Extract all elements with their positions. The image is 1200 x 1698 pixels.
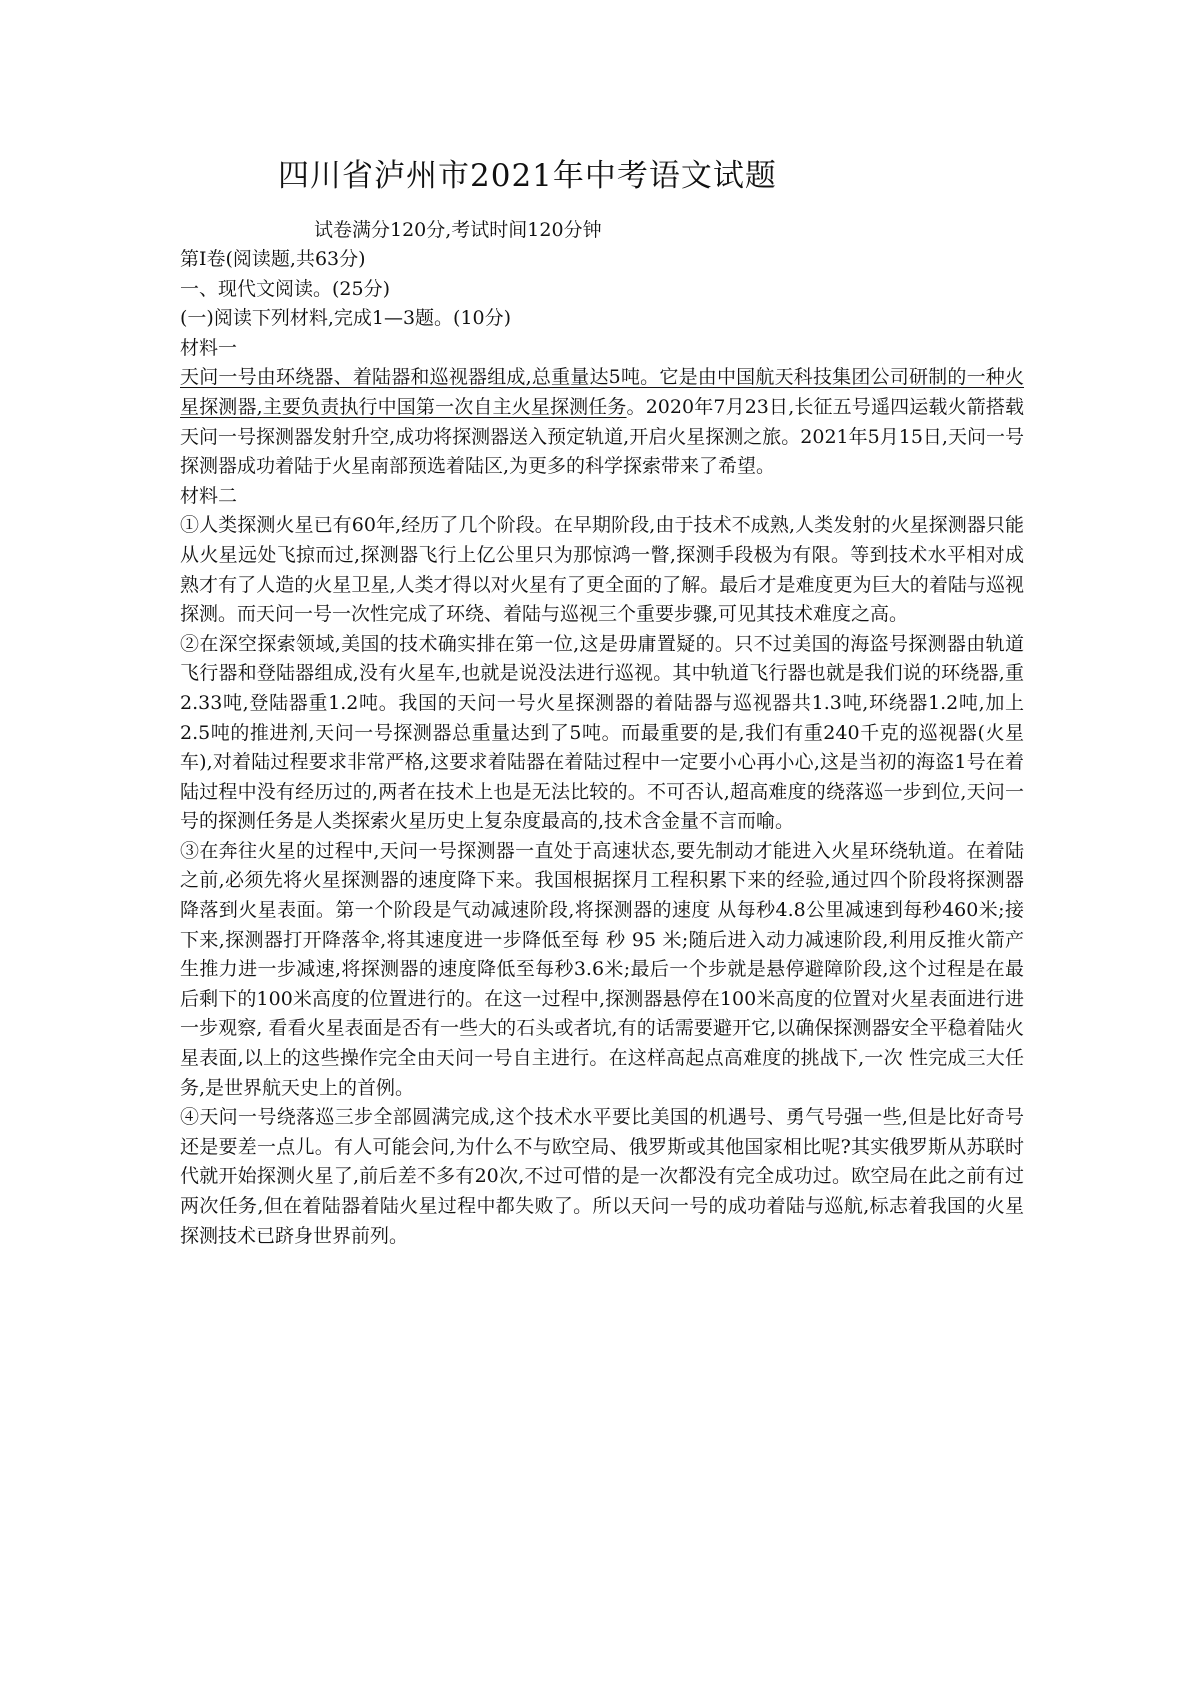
- subsection-heading: (一)阅读下列材料,完成1—3题。(10分): [180, 307, 512, 330]
- page-title: 四川省泸州市2021年中考语文试题: [278, 158, 777, 194]
- material-1-text: 。2020年7月23日,长征五号遥四运载火箭搭载天问一号探测器发射升空,成功将探测器送入预定轨道,开启火星探测之旅。2021年5月15日,天问一号探测器成功着陆于火星南部预选着陆区,为更多的科学探索带来了希望。: [180, 395, 1024, 478]
- material-1-paragraph: [180, 363, 1024, 481]
- exam-body: [180, 245, 1024, 1251]
- exam-subtitle: 试卷满分120分,考试时间120分钟: [314, 219, 602, 241]
- material-2-paragraph-4: ④天问一号绕落巡三步全部圆满完成,这个技术水平要比美国的机遇号、勇气号强一些,但是比好奇号还是要差一点儿。有人可能会问,为什么不与欧空局、俄罗斯或其他国家相比呢?其实俄罗斯从苏联时代就开始探测火星了,前后差不多有20次,不过可惜的是一次都没有完全成功过。欧空局在此之前有过两次任务,但在着陆器着陆火星过程中都失败了。所以天问一号的成功着陆与巡航,标志着我国的火星探测技术已跻身世界前列。: [180, 1106, 1024, 1247]
- material-2-paragraph-2: ②在深空探索领域,美国的技术确实排在第一位,这是毋庸置疑的。只不过美国的海盗号探测器由轨道飞行器和登陆器组成,没有火星车,也就是说没法进行巡视。其中轨道飞行器也就是我们说的环绕器,重2.33吨,登陆器重1.2吨。我国的天问一号火星探测器的着陆器与巡视器共1.3吨,环绕器1.2吨,加上2.5吨的推进剂,天问一号探测器总重量达到了5吨。而最重要的是,我们有重240千克的巡视器(火星车),对着陆过程要求非常严格,这要求着陆器在着陆过程中一定要小心再小心,这是当初的海盗1号在着陆过程中没有经历过的,两者在技术上也是无法比较的。不可否认,超高难度的绕落巡一步到位,天问一号的探测任务是人类探索火星历史上复杂度最高的,技术含金量不言而喻。: [180, 632, 1024, 833]
- material-2-paragraph-3: ③在奔往火星的过程中,天问一号探测器一直处于高速状态,要先制动才能进入火星环绕轨道。在着陆之前,必须先将火星探测器的速度降下来。我国根据探月工程积累下来的经验,通过四个阶段将探测器降落到火星表面。第一个阶段是气动减速阶段,将探测器的速度 从每秒4.8公里减速到每秒460米;接下来,探测器打开降落伞,将其速度进一步降低至每 秒 95 米;随后进入动力减速阶段,利用反推火箭产生推力进一步减速,将探测器的速度降低至每秒3.6米;最后一个步就是悬停避障阶段,这个过程是在最后剩下的100米高度的位置进行的。在这一过程中,探测器悬停在100米高度的位置对火星表面进行进一步观察, 看看火星表面是否有一些大的石头或者坑,有的话需要避开它,以确保探测器安全平稳着陆火星表面,以上的这些操作完全由天问一号自主进行。在这样高起点高难度的挑战下,一次 性完成三大任务,是世界航天史上的首例。: [180, 839, 1024, 1099]
- material-2-paragraph-1: ①人类探测火星已有60年,经历了几个阶段。在早期阶段,由于技术不成熟,人类发射的火星探测器只能从火星远处飞掠而过,探测器飞行上亿公里只为那惊鸿一瞥,探测手段极为有限。等到技术水平相对成熟才有了人造的火星卫星,人类才得以对火星有了更全面的了解。最后才是难度更为巨大的着陆与巡视探测。而天问一号一次性完成了环绕、着陆与巡视三个重要步骤,可见其技术难度之高。: [180, 514, 1024, 626]
- part-heading: 一、现代文阅读。(25分): [180, 277, 391, 300]
- material-1-underlined-text: 天问一号由环绕器、着陆器和巡视器组成,总重量达5吨。它是由中国航天科技集团公司研制的一种火星探测器,主要负责执行中国第一次自主火星探测任务: [180, 366, 1024, 418]
- section-heading: 第Ⅰ卷(阅读题,共63分): [180, 248, 366, 270]
- material-2-label: 材料二: [180, 484, 238, 507]
- material-1-label: 材料一: [180, 336, 238, 359]
